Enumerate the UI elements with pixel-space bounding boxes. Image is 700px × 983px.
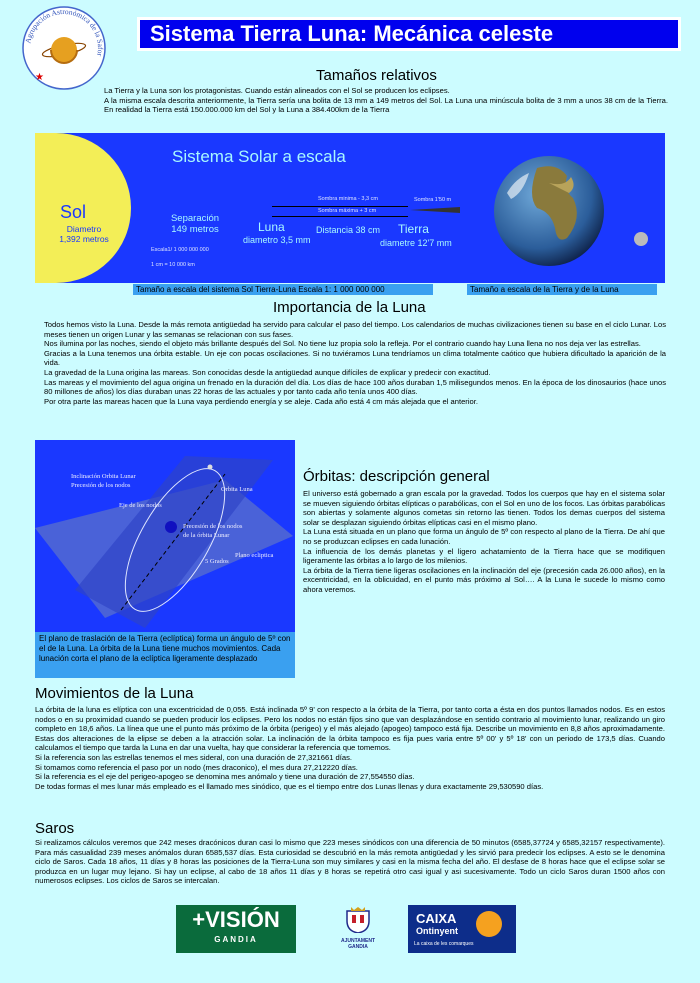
orbitas-text	[303, 489, 665, 595]
page-title: Sistema Tierra Luna: Mecánica celeste	[137, 17, 681, 51]
label-grados: 5 Grados	[205, 558, 229, 565]
crest-icon	[343, 905, 373, 933]
importancia-p4: Las mareas y el movimiento del agua origina un frenado en la duración del día. Los días de hace 100 años duraban 1,5 milisegundos menos. En la época de los dinosaurios (hace unos 80 millones de años) los días duraban unas 22 horas de las actuales y por tanto cada año tenía unos 400 días.	[44, 377, 666, 397]
shadow-line-2	[272, 216, 408, 217]
earth-image	[467, 133, 665, 283]
label-eje-nodos: Eje de los nodos	[119, 502, 162, 509]
logo-text: Agrupación Astronómica de la Safor	[23, 6, 106, 58]
label-precesion-nodos: Precesión de los nodos	[183, 523, 243, 530]
label-plano: Plano ecliptica	[235, 552, 274, 559]
earth-caption: Tamaño a escala de la Tierra y de la Luna	[467, 284, 657, 295]
orbit-diagram	[35, 440, 295, 632]
label-de-orbita: de la órbita Lunar	[183, 532, 230, 539]
sol-diam-label: Diametro	[66, 224, 102, 234]
ontinyent-text: Ontinyent	[416, 926, 458, 936]
saros-text: Si realizamos cálculos veremos que 242 meses dracónicos duran casi lo mismo que 223 meses sinódicos con una diferencia de 50 minutos (6585,37724 y 6585,32157 respectivamente). Para más casualidad 239 meses anómalos duran 6585,537 días. Esta curiosidad se descubrió en la más remota antigüedad y les sirvió para predecir los eclipses. A esto se le denomina ciclo de Saros. Cada 18 años, 11 días y 8 horas las posiciones de la Tierra-Luna son muy similares y casi en la misma fecha del año. El desfase de 8 horas hace que el eclipse solar se produzca en un lugar muy lejano. Si hay un eclipse, al cabo de 18 años 11 días y 8 horas se repetirá otro casi igual y asi sucesivamente. Todo un ciclo Saros duran 1500 años con numerosos eclipses. Los ciclos de Saros se intercalan.	[35, 838, 665, 886]
caixa-circle-icon	[476, 911, 502, 937]
orbit-labels-1	[71, 472, 136, 490]
distancia: Distancia 38 cm	[316, 225, 381, 235]
vision-gandia-logo	[176, 905, 296, 953]
orbit-caption: El plano de traslación de la Tierra (eclíptica) forma un ángulo de 5º con el de la Luna. La órbita de la Luna tiene muchos movimientos. Cada lunación corta el plano de la eclíptica ligeramente desplazado	[35, 632, 295, 678]
movimientos-p1: Si la referencia son las estrellas tenemos el mes sideral, con una duración de 27,321661 días.	[35, 752, 353, 762]
tamanos-p1: La Tierra y la Luna son los protagonistas. Cuando están alineados con el Sol se producen los eclipses.	[104, 86, 450, 95]
vision-sub: GANDIA	[214, 935, 258, 944]
earth-moon-panel	[467, 133, 665, 283]
solar-title: Sistema Solar a escala	[172, 147, 346, 166]
label-inclinacion: Inclinación Orbita Lunar	[71, 473, 136, 480]
ajuntament-logo	[332, 905, 384, 953]
movimientos-heading: Movimientos de la Luna	[35, 685, 194, 702]
movimientos-text	[35, 705, 665, 791]
separacion	[166, 213, 224, 235]
orbitas-p1: La Luna está situada en un plano que forma un ángulo de 5º con respecto al plano de la Tierra. De ahí que no se produzcan eclipses en cada lunación.	[303, 527, 665, 546]
sep-value: 149 metros	[171, 224, 219, 235]
orbitas-heading: Órbitas: descripción general	[303, 468, 490, 485]
sol-label: Sol	[60, 202, 87, 222]
sombra-maxima: Sombra máxima + 3 cm	[318, 208, 377, 214]
orbitas-p2: La influencia de los demás planetas y el ligero achatamiento de la Tierra hace que se modifiquen ligeramente las órbitas a lo largo de los milenios.	[303, 546, 665, 566]
sol-diam-value: 1,392 metros	[59, 234, 109, 244]
saros-heading: Saros	[35, 820, 75, 837]
tamanos-p2: A la misma escala descrita anteriormente, la Tierra sería una bolita de 13 mm a 149 metros del Sol. La Luna una minúscula bolita de 3 mm a unos 38 cm de la Tierra. En realidad la Tierra está 150.000.000 km del Sol y la Luna a 384.400km de la Tierra	[104, 95, 668, 115]
tamanos-text	[104, 86, 668, 115]
ajunt-line1: AJUNTAMENT	[340, 938, 376, 944]
importancia-p0: Todos hemos visto la Luna. Desde la más remota antigüedad ha servido para calcular el paso del tiempo. Los calendarios de muchas civilizaciones tienen su base en el ciclo Lunar. Los meses tienen un origen Lunar y las semanas se relacionan con sus fases.	[44, 320, 666, 339]
svg-text:★: ★	[35, 72, 44, 83]
tamanos-heading: Tamaños relativos	[316, 67, 437, 84]
association-logo	[22, 6, 106, 90]
caixa-sub: La caixa de les comarques	[414, 941, 474, 947]
importancia-p2: Gracias a la Luna tenemos una órbita estable. Un eje con pocas oscilaciones. Si no tuviéramos Luna tendríamos un clima totalmente caótico que hubiera dificultado la aparición de la vida.	[44, 348, 666, 368]
vision-text: +VISIÓN	[192, 907, 280, 932]
orbitas-p0: El universo está gobernado a gran escala por la gravedad. Todos los cuerpos que hay en el sistema solar se mueven siguiendo órbitas elípticas o parabólicas, con el Sol en uno de los focos. Las órbitas parabólicas son abiertas y solamente algunos cometas sin retorno las tienen. Todos los demas cuerpos del sistema solar se desplazan siguiendo órbitas elípticas casi en el mismo plano.	[303, 489, 665, 527]
caixa-text: CAIXA	[416, 911, 457, 926]
escala2: 1 cm = 10 000 km	[151, 262, 195, 268]
movimientos-p0: La órbita de la luna es elíptica con una excentricidad de 0,055. Está inclinada 5º 9' con respecto a la órbita de la Tierra, por tanto corta a ésta en dos puntos llamados nodos. Es en estos nodos o en su proximidad cuando se pueden producir los eclipses. Pero los nodos no están fijos sino que van desplazándose en sentido contrario al movimiento lunar, realizando un giro completo en 18,6 años. La línea que une el punto más próximo de la órbita (perigeo) y el más alejado (apogeo) tampoco está fija. Describe un movimiento en 8,8 años aproximadamente. Estas dos alteraciones de la elipse se deben a la atracción solar. La inclinación de la órbita tampoco es fija pues varia entre 5º 00' y 5º 18' con un periodo de 173,5 días. Cuando calculamos el tiempo que tarda la Luna en dar una vuelta, hay que considerar la referencia que tomemos.	[35, 705, 665, 753]
tierra-diam: diametre 12'7 mm	[380, 238, 452, 248]
tierra-label: Tierra	[398, 222, 429, 236]
sep-label: Separación	[170, 213, 220, 224]
moon-dot	[208, 465, 213, 470]
caixa-ontinyent-logo	[408, 905, 516, 953]
sombra-minima: Sombra minima - 3,3 cm	[318, 196, 378, 202]
orbitas-p3: La órbita de la Tierra tiene ligeras oscilaciones en la inclinación del eje (precesión cada 26.000 años), en la excentricidad, en la oblicuidad, en el punto más próximo al Sol…. A la Luna le sucede lo mismo como ahora veremos.	[303, 565, 665, 594]
shadow-line-1	[272, 206, 408, 207]
importancia-p3: La gravedad de la Luna origina las mareas. Son conocidas desde la antigüedad aunque difíciles de explicar y predecir con exactitud.	[44, 367, 491, 377]
movimientos-p3: Si la referencia es el eje del perigeo-apogeo se denomina mes anómalo y tiene una duración de 27,554550 días.	[35, 772, 415, 782]
luna-label: Luna	[258, 220, 285, 234]
importancia-heading: Importancia de la Luna	[273, 299, 426, 316]
importancia-text	[44, 320, 666, 406]
earth-shadow-cone	[410, 206, 462, 214]
importancia-p1: Nos ilumina por las noches, siendo el objeto más brillante después del Sol. No tiene luz propia solo la refleja. Por el contrario cuando hay Luna llena no nos deja ver las estrellas.	[44, 339, 641, 349]
earth-dot	[165, 521, 177, 533]
label-precesion: Precesión de los nodos	[71, 482, 131, 489]
label-orbita-luna: Orbita Luna	[221, 486, 253, 493]
orbit-labels-2	[183, 522, 242, 540]
movimientos-p2: Si tomamos como referencia el paso por un nodo (mes draconico), el mes dura 27,212220 días.	[35, 762, 358, 772]
sol-diam	[54, 224, 114, 244]
importancia-p5: Por otra parte las mareas hacen que la Luna vaya perdiendo energía y se aleje. Cada año está 4 cm más alejada que el anterior.	[44, 396, 478, 406]
escala1: Escala1/ 1 000 000 000	[151, 247, 209, 253]
luna-diam: diametro 3,5 mm	[243, 235, 311, 245]
sombra-tierra: Sombra 1'50 m	[414, 197, 452, 203]
ajunt-line2: GANDIA	[348, 944, 368, 950]
solar-caption: Tamaño a escala del sistema Sol Tierra-Luna Escala 1: 1 000 000 000	[133, 284, 433, 295]
movimientos-p4: De todas formas el mes lunar más empleado es el llamado mes sinódico, que es el tiempo entre dos Lunas llenas y dura exactamente 29,530590 días.	[35, 781, 544, 791]
